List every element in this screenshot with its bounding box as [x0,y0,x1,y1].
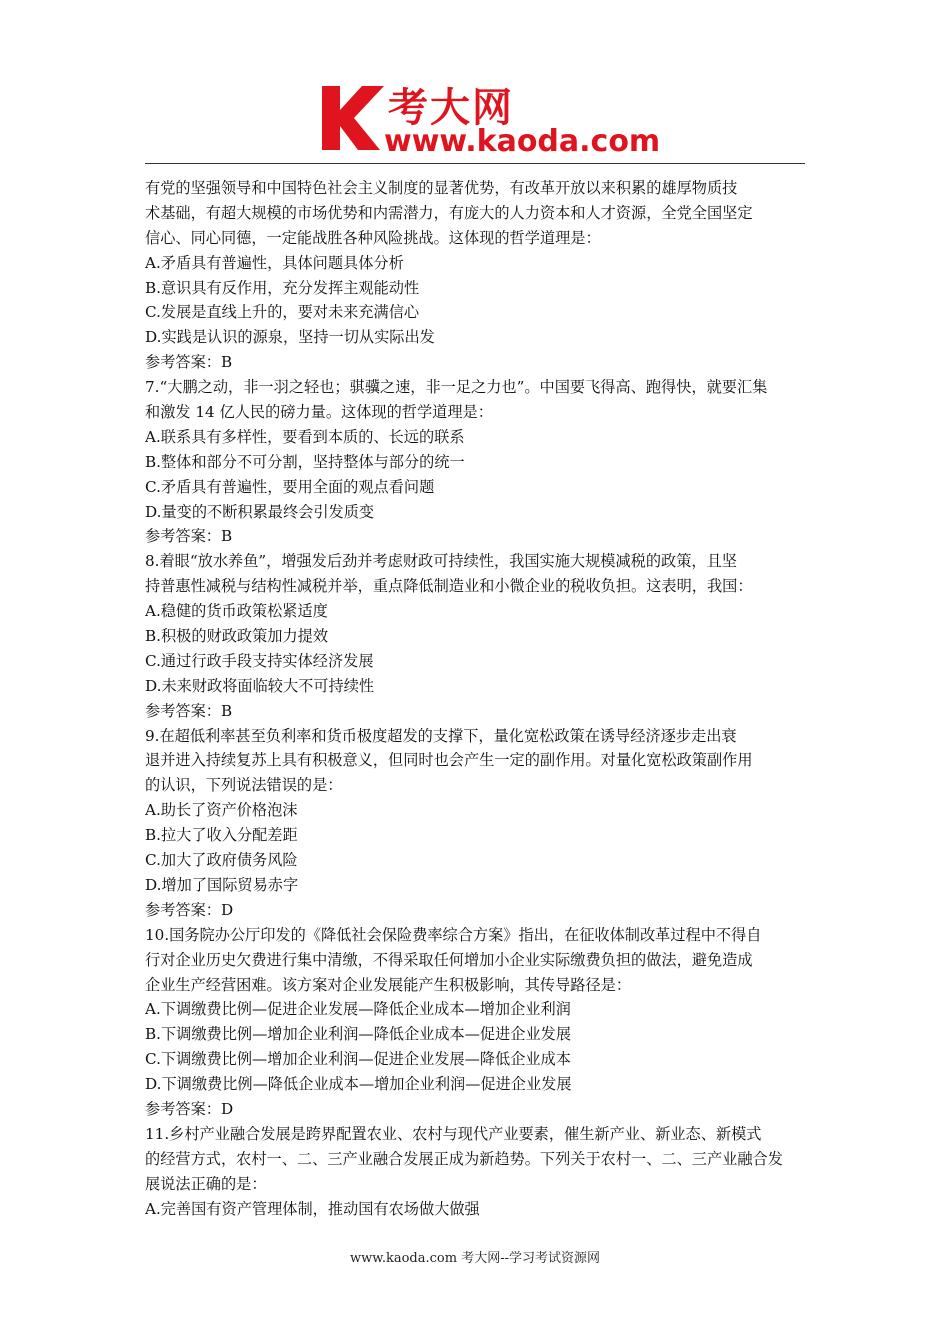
kaoda-logo [318,80,661,160]
text-line: 的经营方式，农村一、二、三产业融合发展正成为新趋势。下列关于农村一、二、三产业融合发 [145,1149,783,1168]
option-line: D.下调缴费比例—降低企业成本—增加企业利润—促进企业发展 [145,1075,572,1094]
option-line: B.整体和部分不可分割，坚持整体与部分的统一 [145,452,465,471]
option-line: A.联系具有多样性，要看到本质的、长远的联系 [145,427,465,446]
answer-line: 参考答案：B [145,353,233,372]
header-divider [145,163,805,164]
document-body [145,176,810,1221]
option-line: A.完善国有资产管理体制，推动国有农场做大做强 [145,1199,480,1218]
question-line: 7.“大鹏之动，非一羽之轻也；骐骥之速，非一足之力也”。中国要飞得高、跑得快，就要汇集 [145,378,768,397]
option-line: A.下调缴费比例—促进企业发展—降低企业成本—增加企业利润 [145,1000,571,1019]
text-line: 信心、同心同德，一定能战胜各种风险挑战。这体现的哲学道理是： [145,228,601,247]
option-line: C.通过行政手段支持实体经济发展 [145,651,374,670]
logo-brand-text: 考大网 [388,85,514,131]
text-line: 的认识，下列说法错误的是： [145,776,343,795]
option-line: C.加大了政府债务风险 [145,851,298,870]
question-line: 10.国务院办公厅印发的《降低社会保险费率综合方案》指出，在征收体制改革过程中不得自 [145,925,762,944]
question-line: 9.在超低利率甚至负利率和货币极度超发的支撑下，量化宽松政策在诱导经济逐步走出衰 [145,726,737,745]
option-line: D.实践是认识的源泉，坚持一切从实际出发 [145,328,435,347]
text-line: 有党的坚强领导和中国特色社会主义制度的显著优势，有改革开放以来积累的雄厚物质技 [145,179,738,197]
answer-line: 参考答案：D [145,900,234,919]
answer-line: 参考答案：D [145,1099,234,1118]
option-line: B.下调缴费比例—增加企业利润—降低企业成本—促进企业发展 [145,1025,572,1044]
option-line: A.助长了资产价格泡沫 [145,801,298,820]
option-line: C.下调缴费比例—增加企业利润—促进企业发展—降低企业成本 [145,1050,571,1069]
text-line: 术基础，有超大规模的市场优势和内需潜力，有庞大的人力资本和人才资源，全党全国坚定 [145,203,753,222]
question-line: 8.着眼“放水养鱼”，增强发后劲并考虑财政可持续性，我国实施大规模减税的政策，且坚 [145,552,737,571]
answer-line: 参考答案：B [145,527,233,546]
option-line: B.积极的财政政策加力提效 [145,627,329,646]
text-line: 持普惠性减税与结构性减税并举，重点降低制造业和小微企业的税收负担。这表明，我国： [145,577,753,596]
k-logo-icon [318,80,390,152]
text-line: 和激发 14 亿人民的磅力量。这体现的哲学道理是： [145,403,493,422]
option-line: C.矛盾具有普遍性，要用全面的观点看问题 [145,477,435,496]
text-line: 退并进入持续复苏上具有积极意义，但同时也会产生一定的副作用。对量化宽松政策副作用 [145,751,753,770]
option-line: B.意识具有反作用，充分发挥主观能动性 [145,278,420,297]
option-line: C.发展是直线上升的，要对未来充满信心 [145,303,420,322]
answer-line: 参考答案：B [145,701,233,720]
option-line: B.拉大了收入分配差距 [145,826,298,845]
option-line: A.稳健的货币政策松紧适度 [145,602,328,621]
option-line: A.矛盾具有普遍性，具体问题具体分析 [145,253,404,272]
question-line: 11.乡村产业融合发展是跨界配置农业、农村与现代产业要素，催生新产业、新业态、新模式 [145,1124,762,1143]
text-line: 企业生产经营困难。该方案对企业发展能产生积极影响，其传导路径是： [145,975,631,994]
text-line: 行对企业历史欠费进行集中清缴，不得采取任何增加小企业实际缴费负担的做法，避免造成 [145,950,753,969]
option-line: D.未来财政将面临较大不可持续性 [145,676,375,695]
text-line: 展说法正确的是： [145,1174,267,1193]
page-footer: www.kaoda.com 考大网--学习考试资源网 [350,1251,600,1266]
option-line: D.增加了国际贸易赤字 [145,875,299,894]
logo-url-text: www.kaoda.com [384,124,661,159]
option-line: D.量变的不断积累最终会引发质变 [145,502,375,521]
